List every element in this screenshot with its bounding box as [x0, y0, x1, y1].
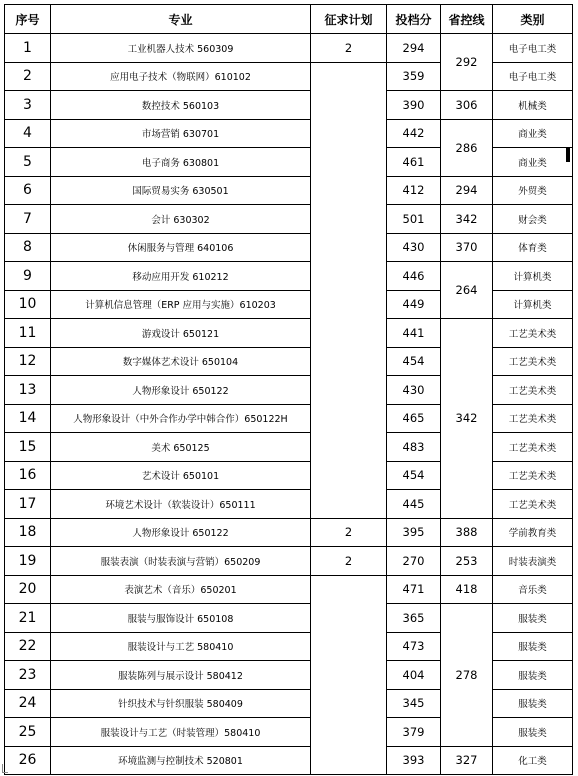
- row-score: 465: [387, 404, 441, 433]
- row-score: 345: [387, 689, 441, 718]
- table-row: [5, 575, 573, 604]
- row-category: 工艺美术类: [493, 461, 573, 490]
- row-score: 454: [387, 461, 441, 490]
- row-category: 服装类: [493, 689, 573, 718]
- table-row: [5, 91, 573, 120]
- row-score: 501: [387, 205, 441, 234]
- row-score: 449: [387, 290, 441, 319]
- row-seq: 9: [5, 262, 51, 291]
- table-row: [5, 547, 573, 576]
- row-control-line: 327: [441, 746, 493, 775]
- row-score: 390: [387, 91, 441, 120]
- row-control-line: 278: [441, 604, 493, 747]
- table-row: [5, 746, 573, 775]
- header-control-line: 省控线: [441, 5, 493, 34]
- row-major: 环境艺术设计（软装设计）650111: [51, 490, 311, 519]
- row-score: 442: [387, 119, 441, 148]
- row-major: 数字媒体艺术设计 650104: [51, 347, 311, 376]
- row-score: 404: [387, 661, 441, 690]
- header-seq: 序号: [5, 5, 51, 34]
- row-seq: 14: [5, 404, 51, 433]
- row-category: 工艺美术类: [493, 376, 573, 405]
- row-category: 化工类: [493, 746, 573, 775]
- row-score: 441: [387, 319, 441, 348]
- row-seq: 24: [5, 689, 51, 718]
- row-score: 393: [387, 746, 441, 775]
- row-category: 工艺美术类: [493, 490, 573, 519]
- row-seq: 3: [5, 91, 51, 120]
- row-seq: 5: [5, 148, 51, 177]
- row-seq: 25: [5, 718, 51, 747]
- row-seq: 23: [5, 661, 51, 690]
- row-major: 人物形象设计（中外合作办学中韩合作）650122H: [51, 404, 311, 433]
- row-category: 商业类: [493, 148, 573, 177]
- table-row: [5, 34, 573, 63]
- row-category: 机械类: [493, 91, 573, 120]
- table-row: [5, 233, 573, 262]
- row-major: 服装与服饰设计 650108: [51, 604, 311, 633]
- row-major: 表演艺术（音乐）650201: [51, 575, 311, 604]
- row-seq: 19: [5, 547, 51, 576]
- row-major: 计算机信息管理（ERP 应用与实施）610203: [51, 290, 311, 319]
- row-score: 461: [387, 148, 441, 177]
- row-score: 446: [387, 262, 441, 291]
- row-major: 国际贸易实务 630501: [51, 176, 311, 205]
- row-score: 412: [387, 176, 441, 205]
- row-score: 379: [387, 718, 441, 747]
- row-seq: 4: [5, 119, 51, 148]
- row-control-line: 306: [441, 91, 493, 120]
- row-major: 服装设计与工艺（时装管理）580410: [51, 718, 311, 747]
- row-plan: 2: [311, 518, 387, 547]
- row-seq: 13: [5, 376, 51, 405]
- row-category: 服装类: [493, 632, 573, 661]
- row-major: 游戏设计 650121: [51, 319, 311, 348]
- row-major: 数控技术 560103: [51, 91, 311, 120]
- row-score: 430: [387, 376, 441, 405]
- corner-marker: [2, 764, 8, 773]
- row-score: 359: [387, 62, 441, 91]
- row-score: 395: [387, 518, 441, 547]
- row-seq: 22: [5, 632, 51, 661]
- row-major: 移动应用开发 610212: [51, 262, 311, 291]
- row-category: 服装类: [493, 661, 573, 690]
- header-score: 投档分: [387, 5, 441, 34]
- row-seq: 1: [5, 34, 51, 63]
- row-major: 服装设计与工艺 580410: [51, 632, 311, 661]
- row-major: 服装表演（时装表演与营销）650209: [51, 547, 311, 576]
- row-seq: 16: [5, 461, 51, 490]
- row-seq: 26: [5, 746, 51, 775]
- row-seq: 2: [5, 62, 51, 91]
- row-control-line: 388: [441, 518, 493, 547]
- row-score: 454: [387, 347, 441, 376]
- row-seq: 17: [5, 490, 51, 519]
- row-category: 电子电工类: [493, 34, 573, 63]
- header-plan: 征求计划: [311, 5, 387, 34]
- row-score: 473: [387, 632, 441, 661]
- row-seq: 6: [5, 176, 51, 205]
- row-category: 计算机类: [493, 290, 573, 319]
- row-score: 365: [387, 604, 441, 633]
- table-row: [5, 176, 573, 205]
- row-control-line: 342: [441, 319, 493, 519]
- row-major: 环境监测与控制技术 520801: [51, 746, 311, 775]
- row-major: 电子商务 630801: [51, 148, 311, 177]
- row-major: 市场营销 630701: [51, 119, 311, 148]
- row-category: 外贸类: [493, 176, 573, 205]
- row-seq: 21: [5, 604, 51, 633]
- row-seq: 11: [5, 319, 51, 348]
- row-seq: 15: [5, 433, 51, 462]
- row-score: 294: [387, 34, 441, 63]
- header-row: [5, 5, 573, 34]
- row-seq: 10: [5, 290, 51, 319]
- row-major: 人物形象设计 650122: [51, 518, 311, 547]
- table-row: [5, 119, 573, 148]
- row-control-line: 294: [441, 176, 493, 205]
- row-seq: 18: [5, 518, 51, 547]
- row-score: 430: [387, 233, 441, 262]
- table-row: [5, 262, 573, 291]
- row-plan: [311, 575, 387, 775]
- row-major: 人物形象设计 650122: [51, 376, 311, 405]
- row-major: 工业机器人技术 560309: [51, 34, 311, 63]
- row-control-line: 264: [441, 262, 493, 319]
- table-body: [5, 34, 573, 775]
- row-score: 483: [387, 433, 441, 462]
- table-row: [5, 319, 573, 348]
- row-category: 财会类: [493, 205, 573, 234]
- row-category: 工艺美术类: [493, 347, 573, 376]
- row-plan: 2: [311, 34, 387, 63]
- edge-marker: [566, 147, 570, 162]
- row-seq: 7: [5, 205, 51, 234]
- row-score: 445: [387, 490, 441, 519]
- table-row: [5, 518, 573, 547]
- row-category: 工艺美术类: [493, 404, 573, 433]
- admission-table: [4, 4, 573, 775]
- row-major: 休闲服务与管理 640106: [51, 233, 311, 262]
- row-category: 服装类: [493, 604, 573, 633]
- row-control-line: 418: [441, 575, 493, 604]
- row-category: 音乐类: [493, 575, 573, 604]
- row-major: 针织技术与针织服装 580409: [51, 689, 311, 718]
- row-seq: 8: [5, 233, 51, 262]
- row-plan: 2: [311, 547, 387, 576]
- row-major: 会计 630302: [51, 205, 311, 234]
- row-control-line: 286: [441, 119, 493, 176]
- header-category: 类别: [493, 5, 573, 34]
- row-major: 服装陈列与展示设计 580412: [51, 661, 311, 690]
- row-major: 美术 650125: [51, 433, 311, 462]
- row-category: 商业类: [493, 119, 573, 148]
- row-category: 工艺美术类: [493, 319, 573, 348]
- table-row: [5, 604, 573, 633]
- row-control-line: 342: [441, 205, 493, 234]
- row-category: 时装表演类: [493, 547, 573, 576]
- row-category: 计算机类: [493, 262, 573, 291]
- header-major: 专业: [51, 5, 311, 34]
- row-seq: 12: [5, 347, 51, 376]
- row-control-line: 292: [441, 34, 493, 91]
- row-category: 电子电工类: [493, 62, 573, 91]
- row-seq: 20: [5, 575, 51, 604]
- row-control-line: 253: [441, 547, 493, 576]
- table-row: [5, 205, 573, 234]
- row-plan: [311, 62, 387, 518]
- row-category: 学前教育类: [493, 518, 573, 547]
- row-control-line: 370: [441, 233, 493, 262]
- row-score: 270: [387, 547, 441, 576]
- row-score: 471: [387, 575, 441, 604]
- row-category: 体育类: [493, 233, 573, 262]
- row-major: 艺术设计 650101: [51, 461, 311, 490]
- row-major: 应用电子技术（物联网）610102: [51, 62, 311, 91]
- row-category: 工艺美术类: [493, 433, 573, 462]
- row-category: 服装类: [493, 718, 573, 747]
